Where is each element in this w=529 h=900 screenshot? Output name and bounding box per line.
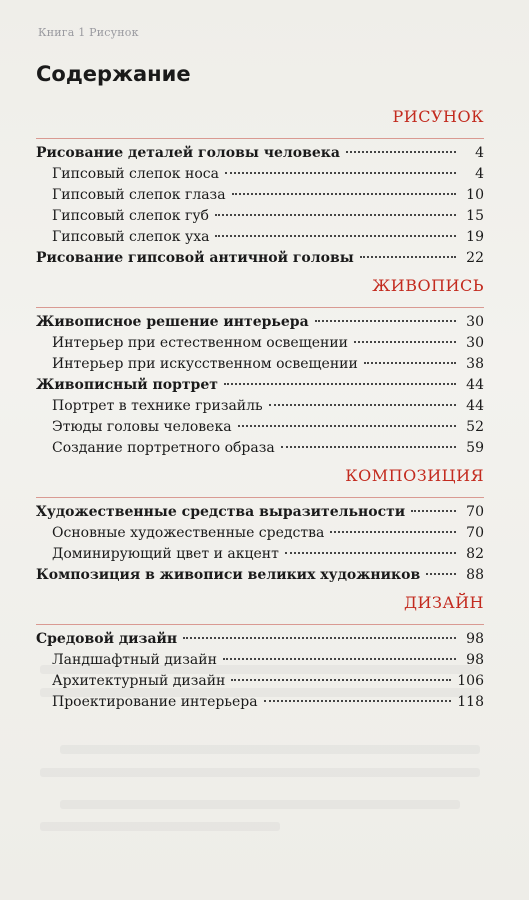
page-number: 38 [466, 356, 484, 372]
dot-leader [281, 446, 456, 448]
toc-chapter-entry[interactable] [36, 375, 484, 396]
page-number: 118 [457, 694, 484, 710]
entry-title: Этюды головы человека [52, 419, 232, 435]
entry-title: Основные художественные средства [52, 525, 325, 541]
toc-subentry[interactable] [36, 544, 484, 565]
show-through-text [40, 822, 280, 831]
dot-leader [215, 214, 456, 216]
show-through-text [60, 800, 460, 809]
page-number: 98 [466, 652, 484, 668]
toc-subentry[interactable] [36, 438, 484, 459]
dot-leader [346, 151, 456, 153]
entry-title: Средовой дизайн [36, 631, 178, 647]
section-divider [36, 307, 484, 308]
running-head: Книга 1 Рисунок [38, 26, 139, 39]
entry-title: Гипсовый слепок губ [52, 208, 209, 224]
entry-title: Гипсовый слепок глаза [52, 187, 226, 203]
show-through-text [40, 768, 480, 777]
entry-title: Рисование деталей головы человека [36, 145, 340, 161]
entry-title: Доминирующий цвет и акцент [52, 546, 279, 562]
entry-title: Рисование гипсовой античной головы [36, 250, 354, 266]
page-number: 30 [466, 314, 484, 330]
toc-chapter-entry[interactable] [36, 143, 484, 164]
toc-subentry[interactable] [36, 354, 484, 375]
entry-title: Интерьер при естественном освещении [52, 335, 348, 351]
dot-leader [231, 679, 451, 681]
entry-title: Гипсовый слепок уха [52, 229, 210, 245]
page-number: 88 [466, 567, 484, 583]
page-title: Содержание [36, 62, 191, 86]
page-number: 59 [466, 440, 484, 456]
page-number: 106 [457, 673, 484, 689]
dot-leader [426, 573, 456, 575]
dot-leader [364, 362, 456, 364]
page-number: 82 [466, 546, 484, 562]
dot-leader [330, 531, 456, 533]
dot-leader [238, 425, 456, 427]
toc-chapter-entry[interactable] [36, 565, 484, 586]
entry-title: Портрет в технике гризайль [52, 398, 263, 414]
entry-title: Гипсовый слепок носа [52, 166, 219, 182]
section-heading: ДИЗАЙН [404, 593, 484, 612]
page-number: 10 [466, 187, 484, 203]
page-number: 98 [466, 631, 484, 647]
toc-subentry[interactable] [36, 227, 484, 248]
section-heading: ЖИВОПИСЬ [372, 276, 484, 295]
section-divider [36, 624, 484, 625]
entry-title: Создание портретного образа [52, 440, 275, 456]
section-heading: РИСУНОК [392, 107, 484, 126]
show-through-text [60, 745, 480, 754]
toc-chapter-entry[interactable] [36, 629, 484, 650]
toc-subentry[interactable] [36, 692, 484, 713]
dot-leader [224, 383, 456, 385]
page-number: 4 [475, 145, 484, 161]
entry-title: Живописный портрет [36, 377, 218, 393]
page-number: 19 [466, 229, 484, 245]
page-number: 52 [466, 419, 484, 435]
toc-chapter-entry[interactable] [36, 312, 484, 333]
toc-chapter-entry[interactable] [36, 502, 484, 523]
toc-subentry[interactable] [36, 185, 484, 206]
toc-subentry[interactable] [36, 650, 484, 671]
toc-subentry[interactable] [36, 417, 484, 438]
entry-title: Композиция в живописи великих художников [36, 567, 421, 583]
entry-title: Живописное решение интерьера [36, 314, 309, 330]
page-number: 70 [466, 504, 484, 520]
entry-title: Ландшафтный дизайн [52, 652, 217, 668]
dot-leader [360, 256, 456, 258]
dot-leader [269, 404, 456, 406]
page-number: 70 [466, 525, 484, 541]
toc-subentry[interactable] [36, 523, 484, 544]
toc-subentry[interactable] [36, 671, 484, 692]
table-of-contents [36, 100, 484, 713]
section-heading: КОМПОЗИЦИЯ [345, 466, 484, 485]
section-divider [36, 138, 484, 139]
dot-leader [411, 510, 456, 512]
page-number: 30 [466, 335, 484, 351]
dot-leader [225, 172, 456, 174]
page-number: 4 [475, 166, 484, 182]
dot-leader [315, 320, 456, 322]
toc-subentry[interactable] [36, 396, 484, 417]
page-number: 15 [466, 208, 484, 224]
entry-title: Художественные средства выразительности [36, 504, 406, 520]
dot-leader [215, 235, 456, 237]
dot-leader [354, 341, 456, 343]
toc-subentry[interactable] [36, 206, 484, 227]
section-divider [36, 497, 484, 498]
page-number: 44 [466, 398, 484, 414]
dot-leader [264, 700, 452, 702]
dot-leader [183, 637, 456, 639]
dot-leader [223, 658, 456, 660]
page-number: 44 [466, 377, 484, 393]
entry-title: Архитектурный дизайн [52, 673, 226, 689]
toc-subentry[interactable] [36, 333, 484, 354]
toc-chapter-entry[interactable] [36, 248, 484, 269]
dot-leader [232, 193, 456, 195]
entry-title: Интерьер при искусственном освещении [52, 356, 358, 372]
toc-subentry[interactable] [36, 164, 484, 185]
page-number: 22 [466, 250, 484, 266]
entry-title: Проектирование интерьера [52, 694, 258, 710]
dot-leader [285, 552, 456, 554]
